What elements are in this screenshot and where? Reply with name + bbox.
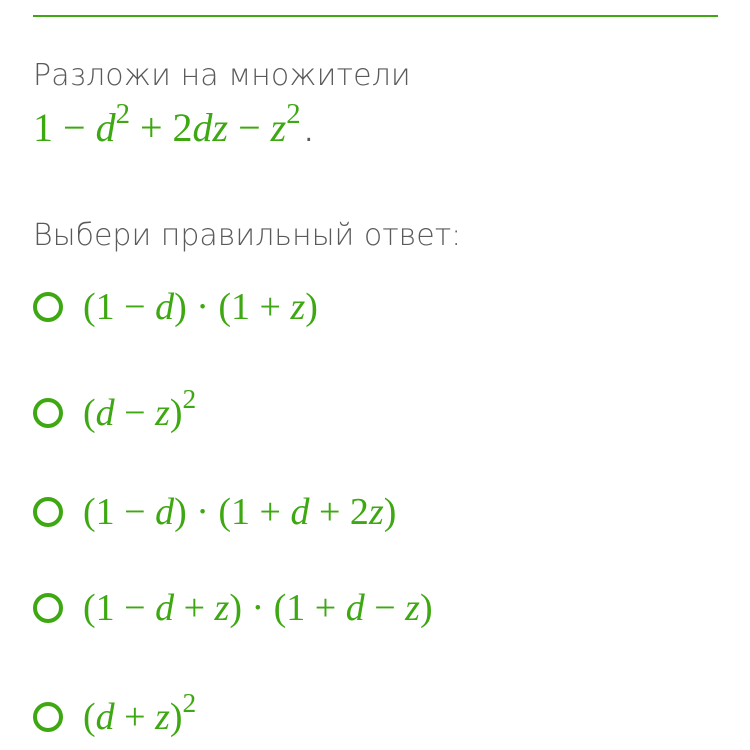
answer-option-1[interactable] bbox=[33, 284, 318, 330]
radio-circle-icon[interactable] bbox=[33, 593, 63, 623]
answer-option-5[interactable] bbox=[33, 688, 197, 740]
answer-prompt: Выбери правильный ответ: bbox=[33, 218, 462, 253]
radio-circle-icon[interactable] bbox=[33, 702, 63, 732]
task-prompt: Разложи на множители bbox=[33, 58, 411, 93]
top-divider bbox=[33, 15, 718, 17]
radio-circle-icon[interactable] bbox=[33, 292, 63, 322]
answer-option-4[interactable] bbox=[33, 585, 433, 631]
task-expression: $1 - d^2 + 2dz - z^2$. bbox=[33, 98, 313, 150]
option-label: $(d + z)^2$ bbox=[83, 688, 197, 738]
radio-circle-icon[interactable] bbox=[33, 497, 63, 527]
answer-option-2[interactable] bbox=[33, 384, 197, 436]
answer-option-3[interactable] bbox=[33, 489, 396, 535]
option-label: (1 − d) · (1 + z) bbox=[83, 286, 318, 328]
option-label: (1 − d + z) · (1 + d − z) bbox=[83, 587, 433, 629]
option-label: $(d - z)^2$ bbox=[83, 384, 197, 434]
option-label: (1 − d) · (1 + d + 2z) bbox=[83, 491, 397, 533]
radio-circle-icon[interactable] bbox=[33, 398, 63, 428]
